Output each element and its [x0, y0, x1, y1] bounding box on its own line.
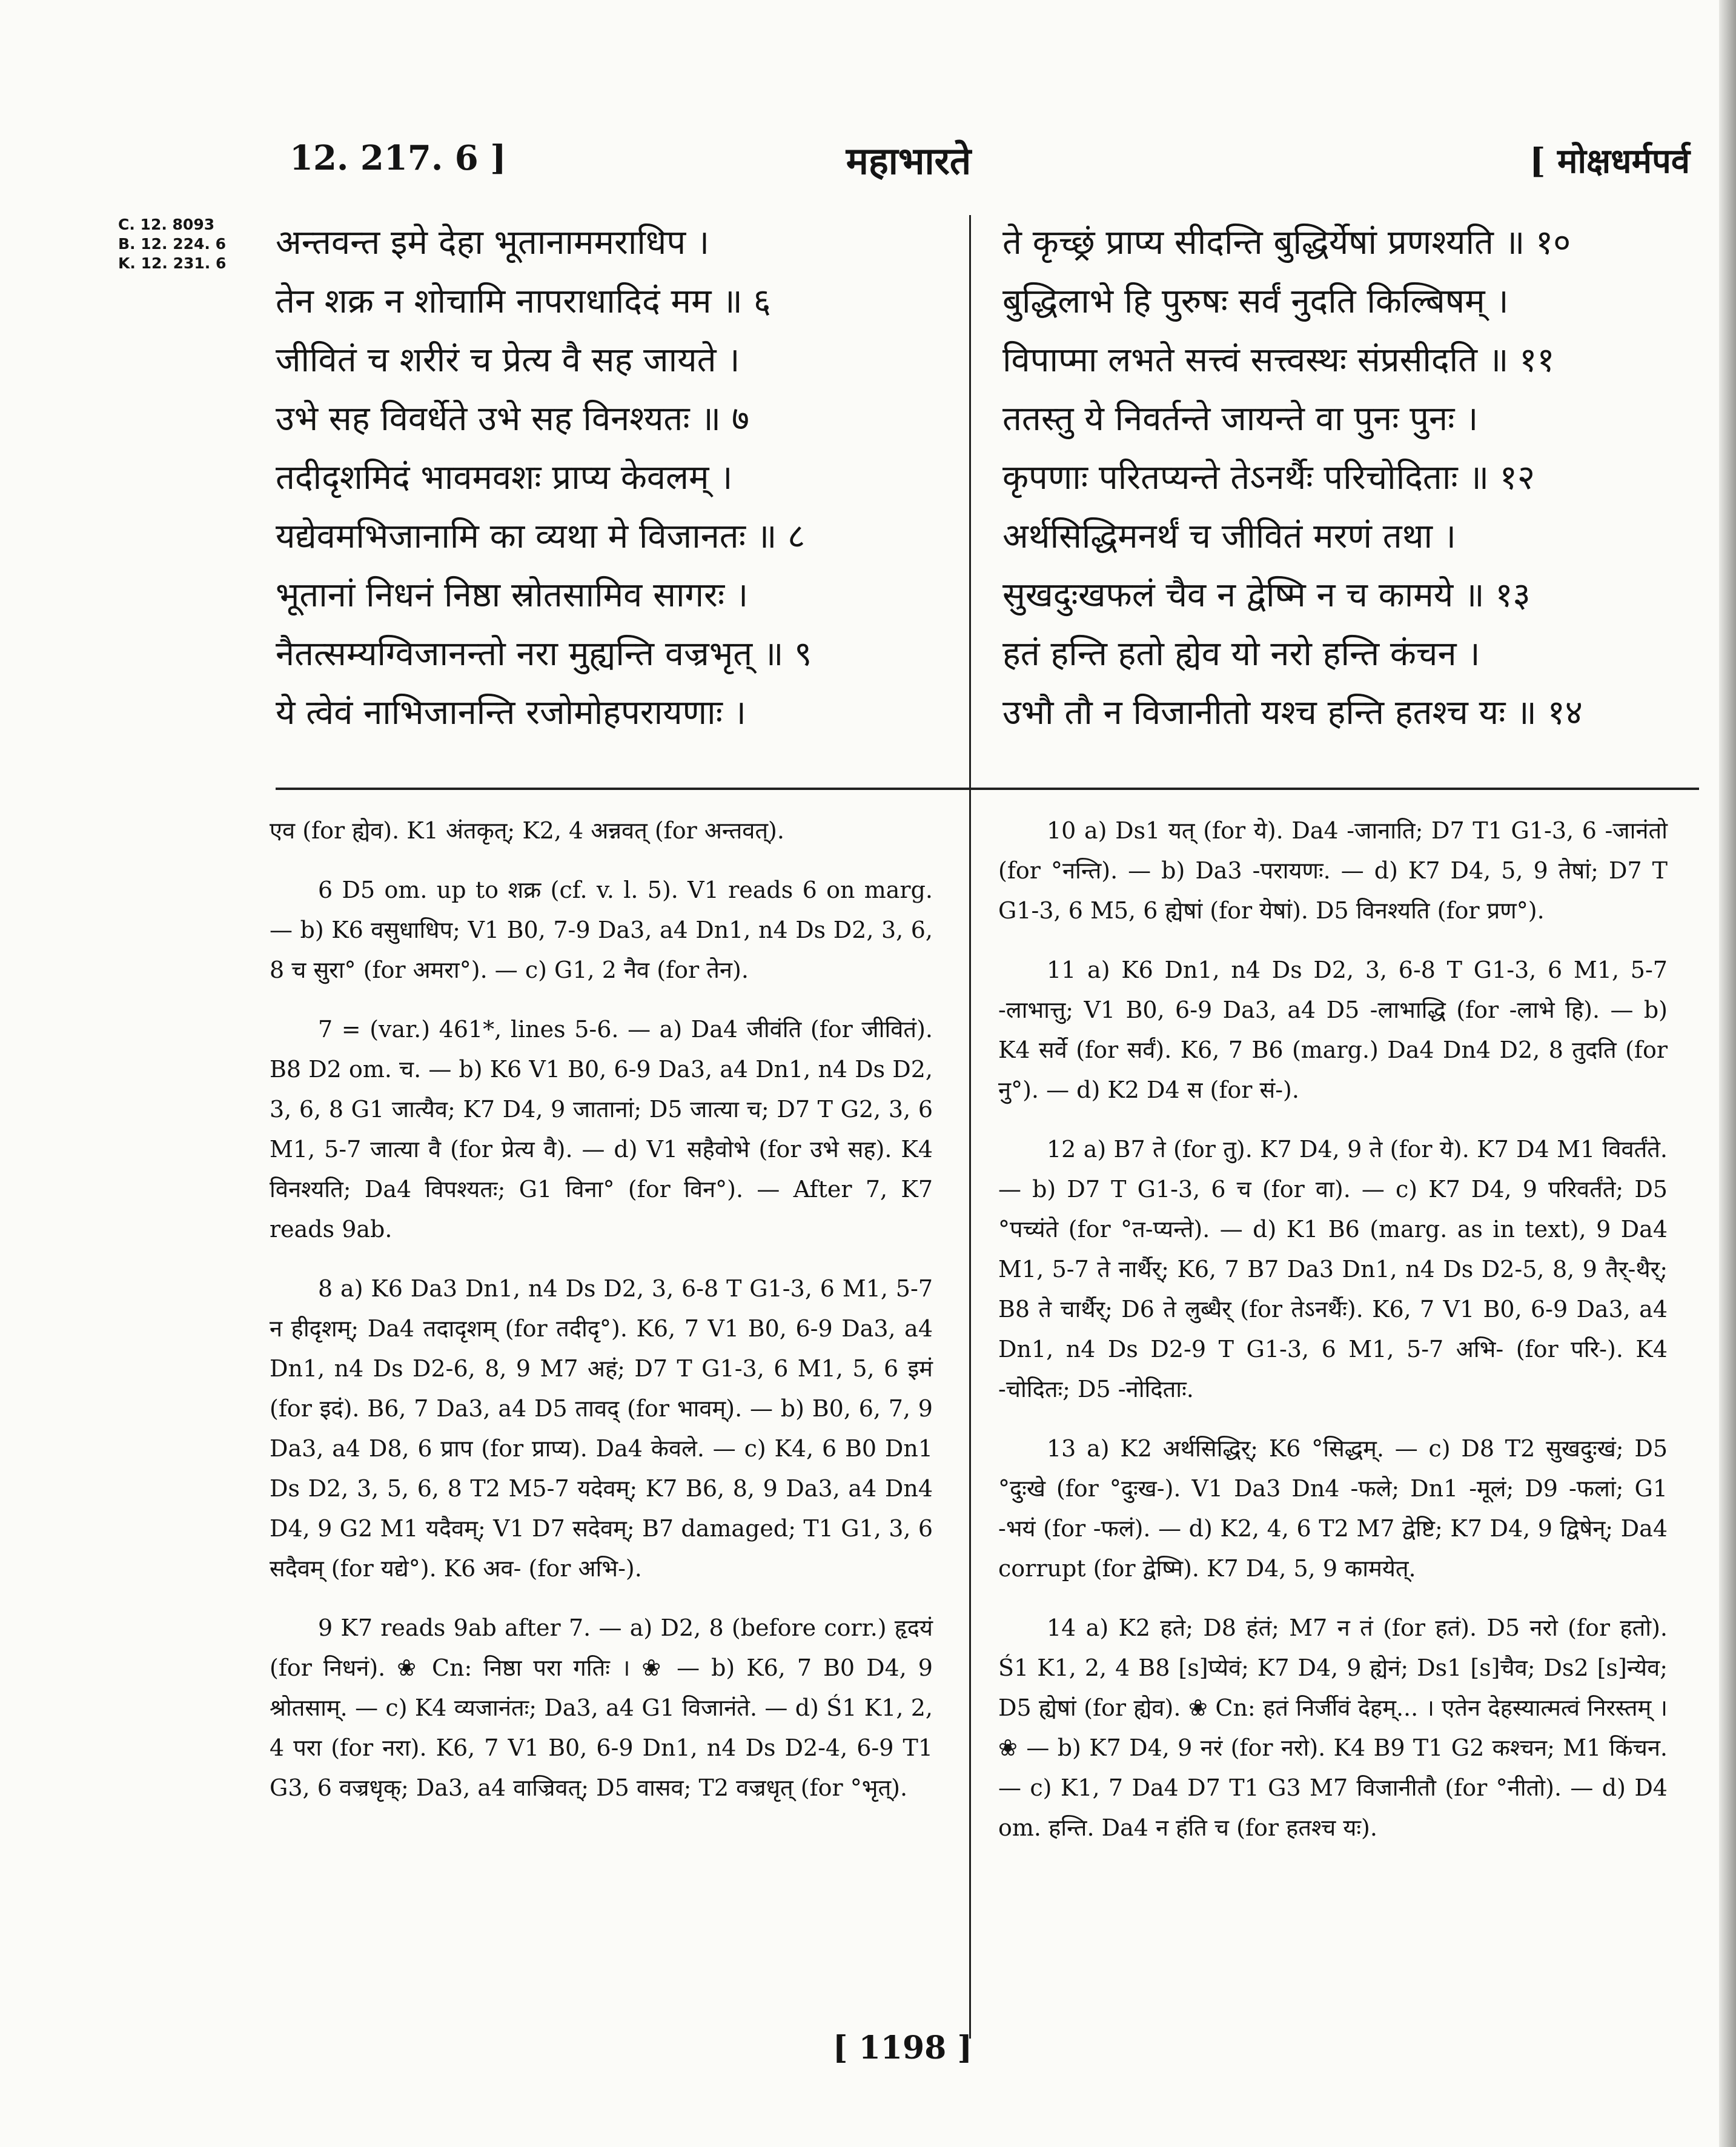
concordance-refs — [118, 215, 263, 273]
verse-line: बुद्धिलाभे हि पुरुषः सर्वं नुदति किल्बिषम् । — [1002, 282, 1509, 321]
page-number: [ 1198 ] — [832, 2029, 973, 2066]
verse-line: अर्थसिद्धिमनर्थं च जीवितं मरणं तथा । — [1002, 517, 1457, 556]
apparatus-note: 12 a) B7 ते (for तु). K7 D4, 9 ते (for ये). K7 D4 M1 विवर्तंते. — b) D7 T G1-3, 6 च (for वा). — c) K7 D4, 9 परिवर्तंते; D5 °पच्यंते (for °त-प्यन्ते). — d) K1 B6 (marg. as in text), 9 Da4 M1, 5-7 ते नार्थैर्; K6, 7 B7 Da3 Dn1, n4 Ds D2-5, 8, 9 तैर्-थैर्; B8 ते चार्थैर्; D6 ते लुब्धैर् (for तेऽनर्थैः). K6, 7 V1 B0, 6-9 Da3, a4 Dn1, n4 Ds D2-9 T G1-3, 6 M1, 5-7 अभि- (for परि-). K4 -चोदितः; D5 -नोदिताः. — [998, 1136, 1668, 1402]
verse-line: कृपणाः परितप्यन्ते तेऽनर्थैः परिचोदिताः ॥ १२ — [1002, 458, 1536, 497]
verse-line: भूतानां निधनं निष्ठा स्रोतसामिव सागरः । — [276, 576, 749, 615]
running-title: महाभारते — [846, 139, 972, 183]
apparatus-note: 11 a) K6 Dn1, n4 Ds D2, 3, 6-8 T G1-3, 6 M1, 5-7 -लाभात्तु; V1 B0, 6-9 Da3, a4 D5 -लाभाद्धि (for -लाभे हि). — b) K4 सर्वे (for सर्वं). K6, 7 B6 (marg.) Da4 Dn4 D2, 8 तुदति (for नु°). — d) K2 D4 स (for सं-). — [998, 957, 1668, 1103]
verse-line: ततस्तु ये निवर्तन्ते जायन्ते वा पुनः पुनः । — [1002, 399, 1479, 439]
verse-line: उभे सह विवर्धेते उभे सह विनश्यतः ॥ ७ — [276, 399, 749, 439]
apparatus-note: 7 = (var.) 461*, lines 5-6. — a) Da4 जीवंति (for जीवितं). B8 D2 om. च. — b) K6 V1 B0, 6-9 Da3, a4 Dn1, n4 Ds D2, 3, 6, 8 G1 जात्यैव; K7 D4, 9 जातानां; D5 जात्या च; D7 T G2, 3, 6 M1, 5-7 जात्या वै (for प्रेत्य वै). — d) V1 सहैवोभे (for उभे सह). K4 विनश्यति; Da4 विपश्यतः; G1 विना° (for विन°). — After 7, K7 reads 9ab. — [270, 1016, 933, 1243]
verse-line: तदीदृशमिदं भावमवशः प्राप्य केवलम् । — [276, 458, 733, 497]
column-divider — [969, 215, 971, 2039]
verse-line: नैतत्सम्यग्विजानन्तो नरा मुह्यन्ति वज्रभृत् ॥ ९ — [276, 634, 812, 674]
verse-column-left — [276, 213, 948, 742]
apparatus-note: 10 a) Ds1 यत् (for ये). Da4 -जानाति; D7 T1 G1-3, 6 -जानंतो (for °नन्ति). — b) Da3 -परायणः. — d) K7 D4, 5, 9 तेषां; D7 T G1-3, 6 M5, 6 ह्येषां (for येषां). D5 विनश्यति (for प्रण°). — [998, 817, 1668, 924]
critical-apparatus-left — [270, 811, 933, 1827]
verse-column-right — [1002, 213, 1714, 742]
apparatus-divider — [276, 788, 1699, 790]
verse-line: यद्येवमभिजानामि का व्यथा मे विजानतः ॥ ८ — [276, 517, 806, 556]
verse-line: उभौ तौ न विजानीतो यश्च हन्ति हतश्च यः ॥ १४ — [1002, 693, 1583, 732]
apparatus-note: 6 D5 om. up to शक्र (cf. v. l. 5). V1 reads 6 on marg. — b) K6 वसुधाधिप; V1 B0, 7-9 Da3, a4 Dn1, n4 Ds D2, 3, 6, 8 च सुरा° (for अमरा°). — c) G1, 2 नैव (for तेन). — [270, 877, 933, 983]
concordance-ref-kumbhakonam: K. 12. 231. 6 — [118, 254, 227, 272]
parvan-title: [ मोक्षधर्मपर्व — [1529, 141, 1690, 181]
concordance-ref-bombay: B. 12. 224. 6 — [118, 235, 227, 253]
verse-line: ते कृच्छ्रं प्राप्य सीदन्ति बुद्धिर्येषां प्रणश्यति ॥ १० — [1002, 223, 1571, 262]
page-edge — [1719, 0, 1736, 2147]
verse-line: सुखदुःखफलं चैव न द्वेष्मि न च कामये ॥ १३ — [1002, 576, 1531, 615]
verse-line: अन्तवन्त इमे देहा भूतानाममराधिप । — [276, 223, 710, 262]
apparatus-note: एव (for ह्येव). K1 अंतकृत्; K2, 4 अन्नवत् (for अन्तवत्). — [270, 817, 784, 844]
verse-line: तेन शक्र न शोचामि नापराधादिदं मम ॥ ६ — [276, 282, 771, 321]
apparatus-note: 14 a) K2 हते; D8 हंतं; M7 न तं (for हतं). D5 नरो (for हतो). Ś1 K1, 2, 4 B8 [s]प्येवं; K7 D4, 9 ह्येनं; Ds1 [s]चैव; Ds2 [s]न्येव; D5 ह्येषां (for ह्येव). ❀ Cn: हतं निर्जीवं देहम्... । एतेन देहस्यात्मत्वं निरस्तम् । ❀ — b) K7 D4, 9 नरं (for नरो). K4 B9 T1 G2 कश्चन; M1 किंचन. — c) K1, 7 Da4 D7 T1 G3 M7 विजानीतौ (for °नीतो). — d) D4 om. हन्ति. Da4 न हंति च (for हतश्च यः). — [998, 1614, 1668, 1841]
apparatus-note: 13 a) K2 अर्थसिद्धिर्; K6 °सिद्धम्. — c) D8 T2 सुखदुःखं; D5 °दुःखे (for °दुःख-). V1 Da3 Dn4 -फले; Dn1 -मूलं; D9 -फलां; G1 -भयं (for -फलं). — d) K2, 4, 6 T2 M7 द्वेष्टि; K7 D4, 9 द्विषेन्; Da4 corrupt (for द्वेष्मि). K7 D4, 5, 9 कामयेत्. — [998, 1435, 1668, 1582]
verse-line: हतं हन्ति हतो ह्येव यो नरो हन्ति कंचन । — [1002, 634, 1480, 674]
concordance-ref-calcutta: C. 12. 8093 — [118, 216, 215, 233]
verse-line: जीवितं च शरीरं च प्रेत्य वै सह जायते । — [276, 340, 740, 380]
apparatus-note: 8 a) K6 Da3 Dn1, n4 Ds D2, 3, 6-8 T G1-3, 6 M1, 5-7 न हीदृशम्; Da4 तदादृशम् (for तदीदृ°). K6, 7 V1 B0, 6-9 Da3, a4 Dn1, n4 Ds D2-6, 8, 9 M7 अहं; D7 T G1-3, 6 M1, 5, 6 इमं (for इदं). B6, 7 Da3, a4 D5 तावद् (for भावम्). — b) B0, 6, 7, 9 Da3, a4 D8, 6 प्राप (for प्राप्य). Da4 केवले. — c) K4, 6 B0 Dn1 Ds D2, 3, 5, 6, 8 T2 M5-7 यदेवम्; K7 B6, 8, 9 Da3, a4 Dn4 D4, 9 G2 M1 यदैवम्; V1 D7 सदेवम्; B7 damaged; T1 G1, 3, 6 सदैवम् (for यद्ये°). K6 अव- (for अभि-). — [270, 1275, 933, 1582]
verse-line: ये त्वेवं नाभिजानन्ति रजोमोहपरायणाः । — [276, 693, 746, 732]
verse-line: विपाप्मा लभते सत्त्वं सत्त्वस्थः संप्रसीदति ॥ ११ — [1002, 340, 1555, 380]
running-reference: 12. 217. 6 ] — [290, 138, 506, 178]
critical-apparatus-right — [998, 811, 1668, 1867]
apparatus-note: 9 K7 reads 9ab after 7. — a) D2, 8 (before corr.) हृदयं (for निधनं). ❀ Cn: निष्ठा परा गतिः । ❀ — b) K6, 7 B0 D4, 9 श्रोतसाम्. — c) K4 व्यजानंतः; Da3, a4 G1 विजानंते. — d) Ś1 K1, 2, 4 परा (for नरा). K6, 7 V1 B0, 6-9 Dn1, n4 Ds D2-4, 6-9 T1 G3, 6 वज्रधृक्; Da3, a4 वाज्रिवत्; D5 वासव; T2 वज्रधृत् (for °भृत्). — [270, 1614, 933, 1801]
